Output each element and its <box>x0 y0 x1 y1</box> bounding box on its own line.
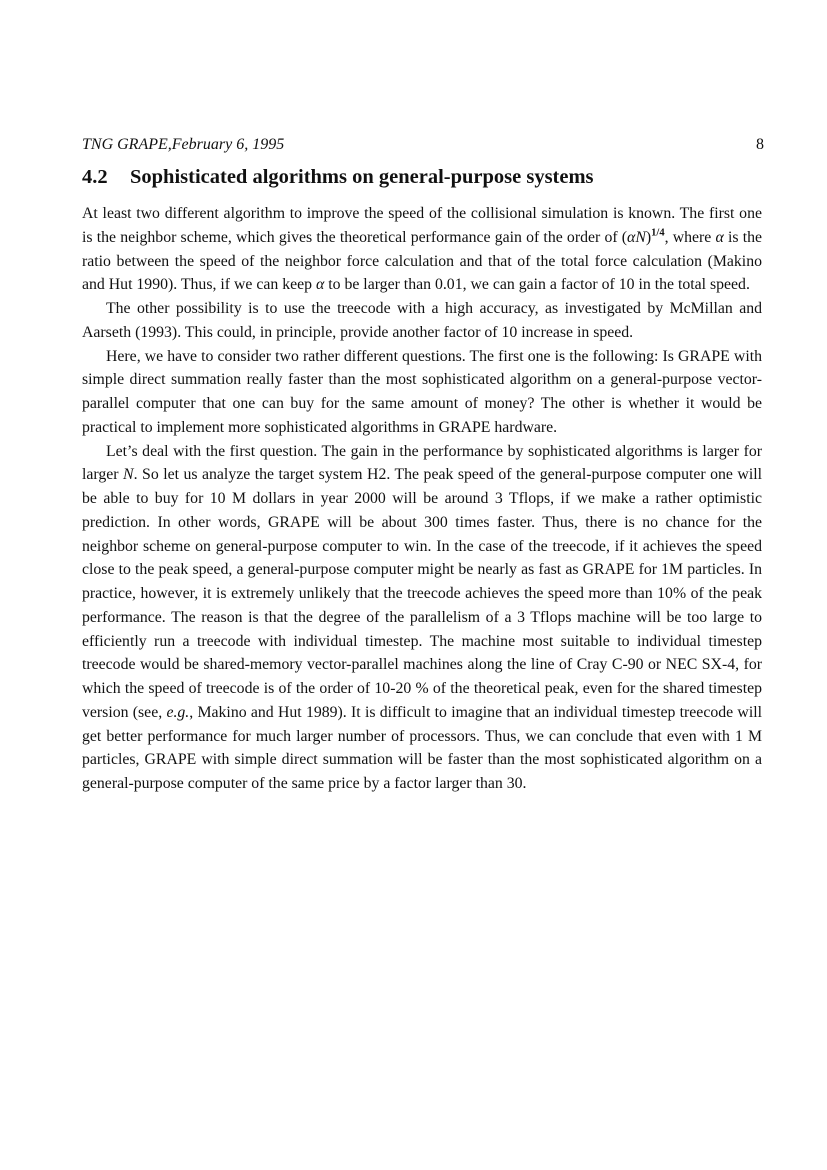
paragraph-4 <box>82 440 762 796</box>
math-alpha: α <box>715 228 724 246</box>
paragraph-1 <box>82 202 762 297</box>
math-n: N <box>635 228 646 246</box>
text-run: is the ratio between the speed of the neighbor force calculation and that of the total force calculation (Makino and Hut 1990). Thus, if we can keep <box>82 228 763 294</box>
math-alpha: α <box>627 228 636 246</box>
text-run: ) <box>645 228 652 246</box>
math-alpha: α <box>315 276 325 294</box>
text-run: Let’s deal with the first question. The gain in the performance by sophisticated algorithms is larger for larger <box>82 442 762 484</box>
text-run: to be larger than 0.01, we can gain a factor of 10 in the total speed. <box>324 276 750 294</box>
text-run: , Makino and Hut 1989). It is difficult to imagine that an individual timestep treecode will get better performance for much larger number of processors. Thus, we can conclude that even with 1 M particles, GRAPE with simple direct summation will be faster than the most sophisticated algorithm on a general-purpose computer of the same price by a factor larger than 30. <box>82 703 762 792</box>
section-number: 4.2 <box>82 166 108 188</box>
math-exponent: 1/4 <box>651 227 665 239</box>
text-run: At least two different algorithm to improve the speed of the collisional simulation is known. The first one is the neighbor scheme, which gives the theoretical performance gain of the order of ( <box>82 205 762 246</box>
page-number: 8 <box>756 136 764 153</box>
paragraph-3: Here, we have to consider two rather different questions. The first one is the following: Is GRAPE with simple direct summation really faster than the most sophisticated algorithm on a general-purpose vector-parallel computer that one can buy for the same amount of money? The other is whether it would be practical to implement more sophisticated algorithms in GRAPE hardware. <box>82 347 762 436</box>
section-heading <box>82 166 772 189</box>
math-n: N <box>123 466 134 484</box>
emphasis-eg: e.g. <box>166 703 190 721</box>
body-text <box>82 202 762 796</box>
text-run: . So let us analyze the target system H2. The peak speed of the general-purpose computer one will be able to buy for 10 M dollars in year 2000 will be around 3 Tflops, if we make a rather optimistic prediction. In other words, GRAPE will be about 300 times faster. Thus, there is no chance for the neighbor scheme on general-purpose computer to win. In the case of the treecode, if it achieves the speed close to the peak speed, a general-purpose computer might be nearly as fast as GRAPE for 1M particles. In practice, however, it is extremely unlikely that the treecode achieves the speed more than 10% of the peak performance. The reason is that the degree of the parallelism of a 3 Tflops machine will be too large to efficiently run a treecode with individual timestep. The machine most suitable to individual timestep treecode would be shared-memory vector-parallel machines along the line of Cray C-90 or NEC SX-4, for which the speed of treecode is of the order of 10-20 % of the theoretical peak, even for the shared timestep version (see, <box>82 466 762 721</box>
page-header <box>82 136 764 156</box>
running-title: TNG GRAPE,February 6, 1995 <box>82 136 285 153</box>
paragraph-2: The other possibility is to use the treecode with a high accuracy, as investigated by McMillan and Aarseth (1993). This could, in principle, provide another factor of 10 increase in speed. <box>82 300 762 341</box>
section-title: Sophisticated algorithms on general-purpose systems <box>130 166 594 188</box>
text-run: , where <box>664 228 716 246</box>
